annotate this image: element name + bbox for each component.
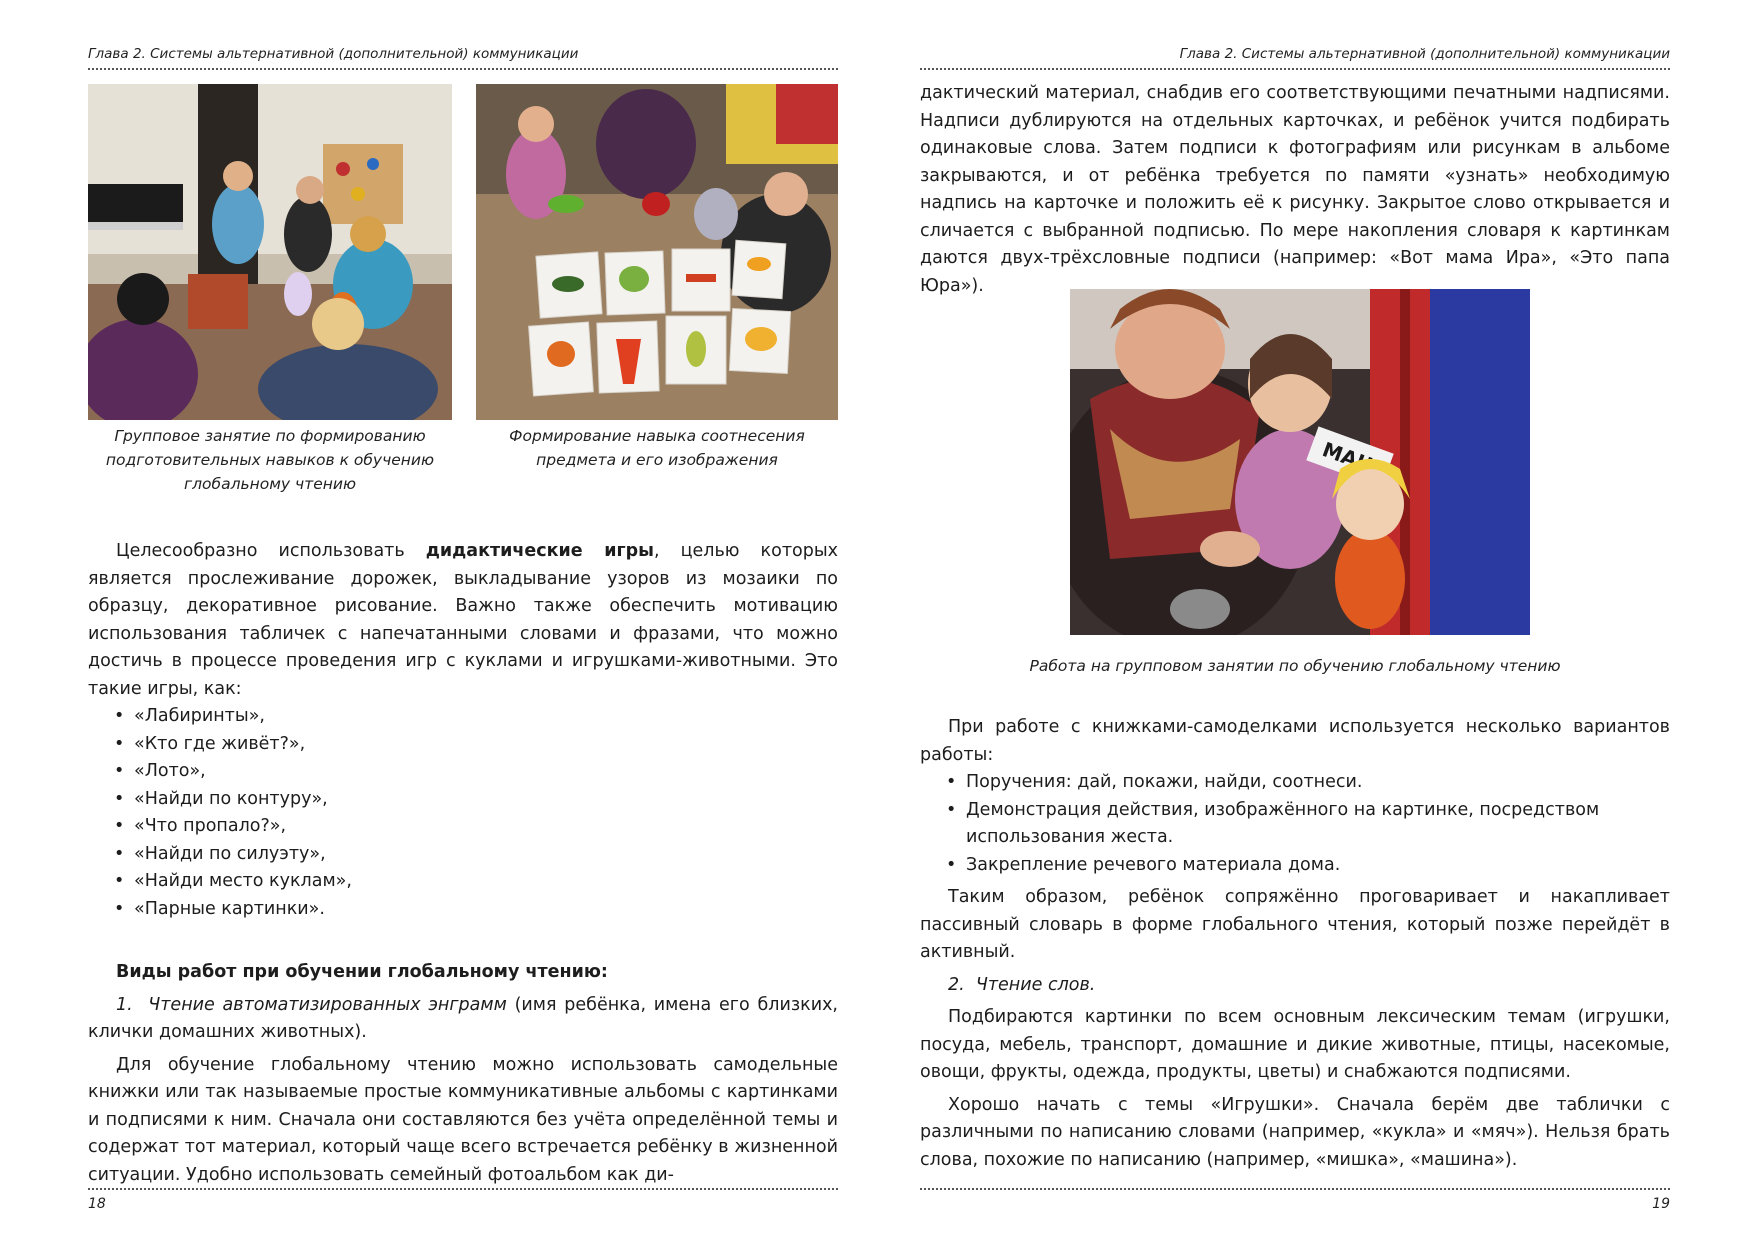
left-text-body <box>88 538 838 1189</box>
photo-group-lesson-image <box>88 84 452 420</box>
page-number: 19 <box>920 1188 1670 1220</box>
right-page <box>920 0 1670 1240</box>
left-page <box>88 0 838 1240</box>
list-item: • «Что пропало?», <box>114 813 838 841</box>
paragraph-toys: Хорошо начать с темы «Игрушки». Сначала берём две таблички с различными по написанию словами (например, «кукла» и «мяч»). Нельзя брать слова, похожие по написанию (например, «мишка», «машина»). <box>920 1094 1670 1170</box>
paragraph-didactic-games <box>88 538 838 703</box>
list-item: • «Лабиринты», <box>114 703 838 731</box>
photo-global-reading-image <box>1070 289 1530 635</box>
list-item: • «Кто где живёт?», <box>114 731 838 759</box>
list-item: • «Найди по силуэту», <box>114 841 838 869</box>
section-heading: Виды работ при обучении глобальному чтению: <box>116 962 608 982</box>
paragraph-thus: Таким образом, ребёнок сопряжённо проговаривает и накапливает пассивный словарь в форме глобального чтения, который позже перейдёт в активный. <box>920 887 1670 962</box>
paragraph-pictures: Подбираются картинки по всем основным лексическим темам (игрушки, посуда, мебель, транспорт, домашние и дикие животные, птицы, насекомые, овощи, фрукты, одежда, продукты, цветы) и снабжаются подписями. <box>920 1007 1670 1082</box>
list-item: • «Парные картинки». <box>114 896 838 924</box>
photo-group-lesson <box>88 84 452 420</box>
numbered-item-1 <box>88 992 838 1047</box>
photo-caption-1: Групповое занятие по формированию подготовительных навыков к обучению глобальному чтению <box>105 427 435 493</box>
photo-matching-cards-image <box>476 84 838 420</box>
paragraph-continued: дактический материал, снабдив его соответствующими печатными надписями. Надписи дублируются на отдельных карточках, и ребёнок учится подбирать одинаковые слова. Затем подписи к фотографиям или рисункам в альбоме закрываются, и от ребёнка требуется по памяти «узнать» необходимую надпись на карточке и положить её к рисунку. Закрытое слово открывается и сличается с выбранной подписью. По мере накопления словаря к картинкам даются двух-трёхсловные подписи (например: «Вот мама Ира», «Это папа Юра»). <box>920 83 1670 296</box>
running-head: Глава 2. Системы альтернативной (дополнительной) коммуникации <box>88 46 838 70</box>
paragraph-work-variants: При работе с книжками-самоделками используется несколько вариантов работы: <box>920 717 1670 765</box>
work-list <box>920 769 1670 879</box>
right-text-bottom <box>920 714 1670 1174</box>
list-item: • «Лото», <box>114 758 838 786</box>
list-item: • Закрепление речевого материала дома. <box>946 852 1670 880</box>
item-title: Чтение слов. <box>975 974 1096 995</box>
photo-matching-cards <box>476 84 838 420</box>
games-list <box>88 703 838 923</box>
item-title: Чтение автоматизированных энграмм <box>148 994 507 1015</box>
item-number: 2. <box>948 974 965 995</box>
photo-caption-2: Формирование навыка соотнесения предмета и его изображения <box>509 427 805 469</box>
photo-global-reading <box>1070 289 1530 635</box>
right-text-top <box>920 80 1670 300</box>
text-run: Целесообразно использовать <box>116 541 426 561</box>
page-number: 18 <box>88 1188 838 1220</box>
list-item: • «Найди место куклам», <box>114 868 838 896</box>
item-number: 1. <box>116 994 133 1015</box>
list-item: • Демонстрация действия, изображённого на картинке, посредством использования жеста. <box>946 797 1670 852</box>
running-head: Глава 2. Системы альтернативной (дополнительной) коммуникации <box>920 46 1670 70</box>
paragraph-books: Для обучение глобальному чтению можно использовать самодельные книжки или так называемые простые коммуникативные альбомы с картинками и подписями к ним. Сначала они составляются без учёта определённой темы и содержат тот материал, который чаще всего встречается ребёнку в жизненной ситуации. Удобно использовать семейный фотоальбом как ди- <box>88 1054 838 1185</box>
photo-caption-3: Работа на групповом занятии по обучению глобальному чтению <box>1029 657 1561 675</box>
numbered-item-2 <box>920 972 1670 1000</box>
text-run: , целью которых является прослеживание дорожек, выкладывание узоров из мозаики по образцу, декоративное рисование. Важно также обеспечить мотивацию использования табличек с напечатанными словами и фразами, что можно достичь в процессе проведения игр с куклами и игрушками-животными. Это такие игры, как: <box>88 541 839 699</box>
text-run: (имя ребёнка, имена его близких, клички домашних животных). <box>88 994 838 1042</box>
list-item: • Поручения: дай, покажи, найди, соотнеси. <box>946 769 1670 797</box>
list-item: • «Найди по контуру», <box>114 786 838 814</box>
bold-term: дидактические игры <box>425 541 654 561</box>
